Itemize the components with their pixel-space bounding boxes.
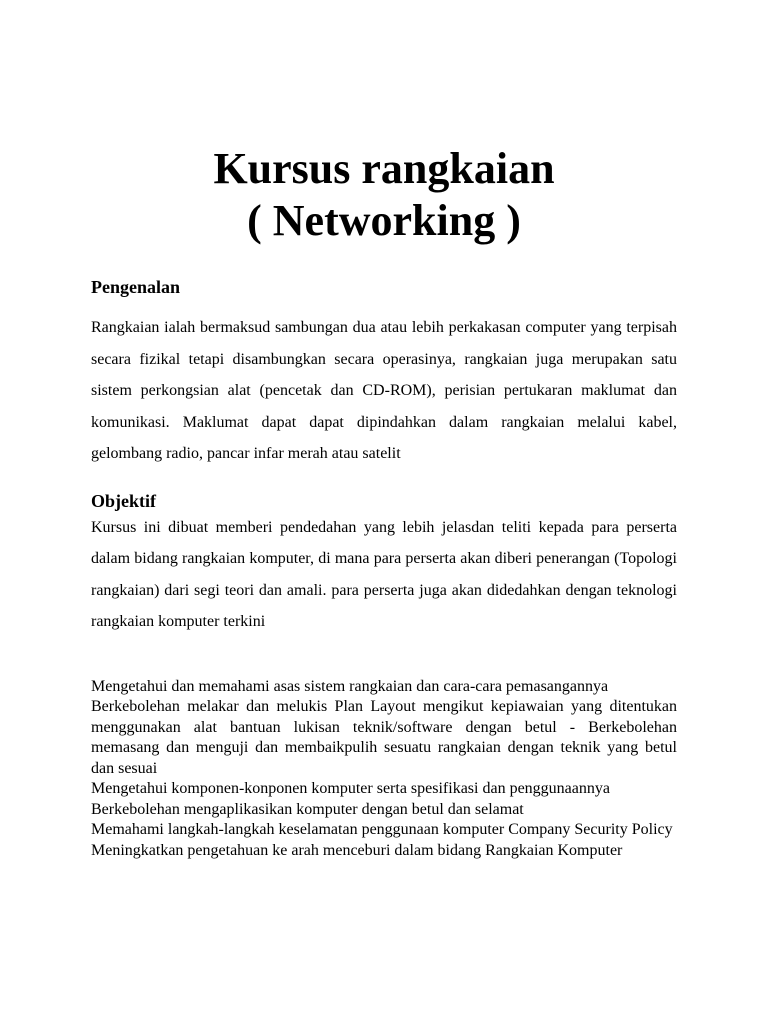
objective-paragraph: Kursus ini dibuat memberi pendedahan yang lebih jelasdan teliti kepada para perserta dalam bidang rangkaian komputer, di mana para perserta akan diberi penerangan (Topologi rangkaian) dari segi teori dan amali. para perserta juga akan didedahkan dengan teknologi rangkaian komputer terkini: [91, 518, 677, 630]
title-line-2: ( Networking ): [247, 196, 521, 245]
list-item: Berkebolehan mengaplikasikan komputer dengan betul dan selamat: [91, 800, 524, 818]
objective-heading: Objektif: [91, 490, 156, 511]
intro-paragraph: Rangkaian ialah bermaksud sambungan dua atau lebih perkakasan computer yang terpisah secara fizikal tetapi disambungkan secara operasinya, rangkaian juga merupakan satu sistem perkongsian alat (pencetak dan CD-ROM), perisian pertukaran maklumat dan komunikasi. Maklumat dapat dapat dipindahkan dalam rangkaian melalui kabel, gelombang radio, pancar infar merah atau satelit: [91, 319, 677, 462]
objective-list: [91, 677, 677, 862]
list-item: Meningkatkan pengetahuan ke arah menceburi dalam bidang Rangkaian Komputer: [91, 841, 623, 859]
list-item: Mengetahui dan memahami asas sistem rangkaian dan cara-cara pemasangannya: [91, 677, 609, 695]
title-line-1: Kursus rangkaian: [213, 144, 555, 193]
intro-heading: Pengenalan: [91, 277, 181, 297]
list-item: Mengetahui komponen-konponen komputer serta spesifikasi dan penggunaannya: [91, 780, 610, 797]
list-item: Berkebolehan melakar dan melukis Plan Layout mengikut kepiawaian yang ditentukan menggunakan alat bantuan lukisan teknik/software dengan betul - Berkebolehan memasang dan menguji dan membaikpulih sesuatu rangkaian dengan teknik yang betul dan sesuai: [91, 698, 677, 777]
document-title: [91, 0, 677, 247]
list-item: Memahami langkah-langkah keselamatan penggunaan komputer Company Security Policy: [91, 821, 673, 838]
